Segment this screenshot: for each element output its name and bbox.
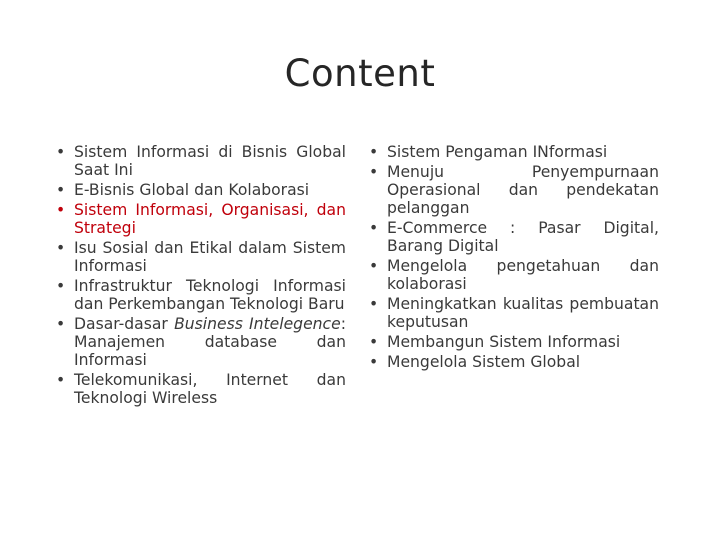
- list-item-text-prefix: Dasar-dasar: [74, 315, 175, 333]
- bullet-icon: •: [369, 143, 379, 161]
- slide-title: Content: [284, 52, 436, 95]
- bullet-icon: •: [369, 163, 379, 181]
- right-bullet-list: [369, 143, 659, 373]
- bullet-icon: •: [56, 277, 66, 295]
- list-item: [369, 163, 659, 217]
- list-item-text: Isu Sosial dan Etikal dalam Sistem Informasi: [74, 239, 346, 275]
- bullet-icon: •: [56, 239, 66, 257]
- left-bullet-list: [56, 143, 346, 409]
- bullet-icon: •: [56, 143, 66, 161]
- bullet-icon: •: [56, 315, 66, 333]
- list-item: [56, 315, 346, 369]
- list-item-text: Sistem Informasi di Bisnis Global Saat Ini: [74, 143, 346, 179]
- bullet-icon: •: [56, 371, 66, 389]
- list-item-text-suffix: : Manajemen database dan Informasi: [74, 315, 346, 369]
- list-item-highlighted: [56, 201, 346, 237]
- bullet-icon: •: [369, 333, 379, 351]
- list-item: [369, 219, 659, 255]
- bullet-icon: •: [369, 219, 379, 237]
- list-item: [56, 371, 346, 407]
- list-item-text: Meningkatkan kualitas pembuatan keputusan: [387, 295, 659, 331]
- list-item-text: Mengelola pengetahuan dan kolaborasi: [387, 257, 659, 293]
- list-item-text-italic: Business Intelegence: [174, 315, 341, 333]
- list-item-text: Sistem Informasi, Organisasi, dan Strategi: [74, 201, 346, 237]
- bullet-icon: •: [56, 201, 66, 219]
- list-item-text: E-Bisnis Global dan Kolaborasi: [74, 181, 310, 199]
- list-item-text: Membangun Sistem Informasi: [387, 333, 621, 351]
- list-item: [369, 333, 659, 351]
- list-item: [56, 181, 346, 199]
- list-item-text: E-Commerce : Pasar Digital, Barang Digital: [387, 219, 659, 255]
- list-item-text: Sistem Pengaman INformasi: [387, 143, 608, 161]
- list-item: [369, 257, 659, 293]
- list-item: [369, 353, 659, 371]
- list-item-text: Infrastruktur Teknologi Informasi dan Perkembangan Teknologi Baru: [74, 277, 346, 313]
- bullet-icon: •: [369, 295, 379, 313]
- list-item: [369, 295, 659, 331]
- list-item-text: Telekomunikasi, Internet dan Teknologi Wireless: [74, 371, 346, 407]
- bullet-icon: •: [56, 181, 66, 199]
- bullet-icon: •: [369, 257, 379, 275]
- bullet-icon: •: [369, 353, 379, 371]
- list-item: [369, 143, 659, 161]
- list-item-text: Mengelola Sistem Global: [387, 353, 581, 371]
- list-item: [56, 143, 346, 179]
- list-item: [56, 277, 346, 313]
- list-item: [56, 239, 346, 275]
- list-item-text: Menuju Penyempurnaan Operasional dan pendekatan pelanggan: [387, 163, 659, 217]
